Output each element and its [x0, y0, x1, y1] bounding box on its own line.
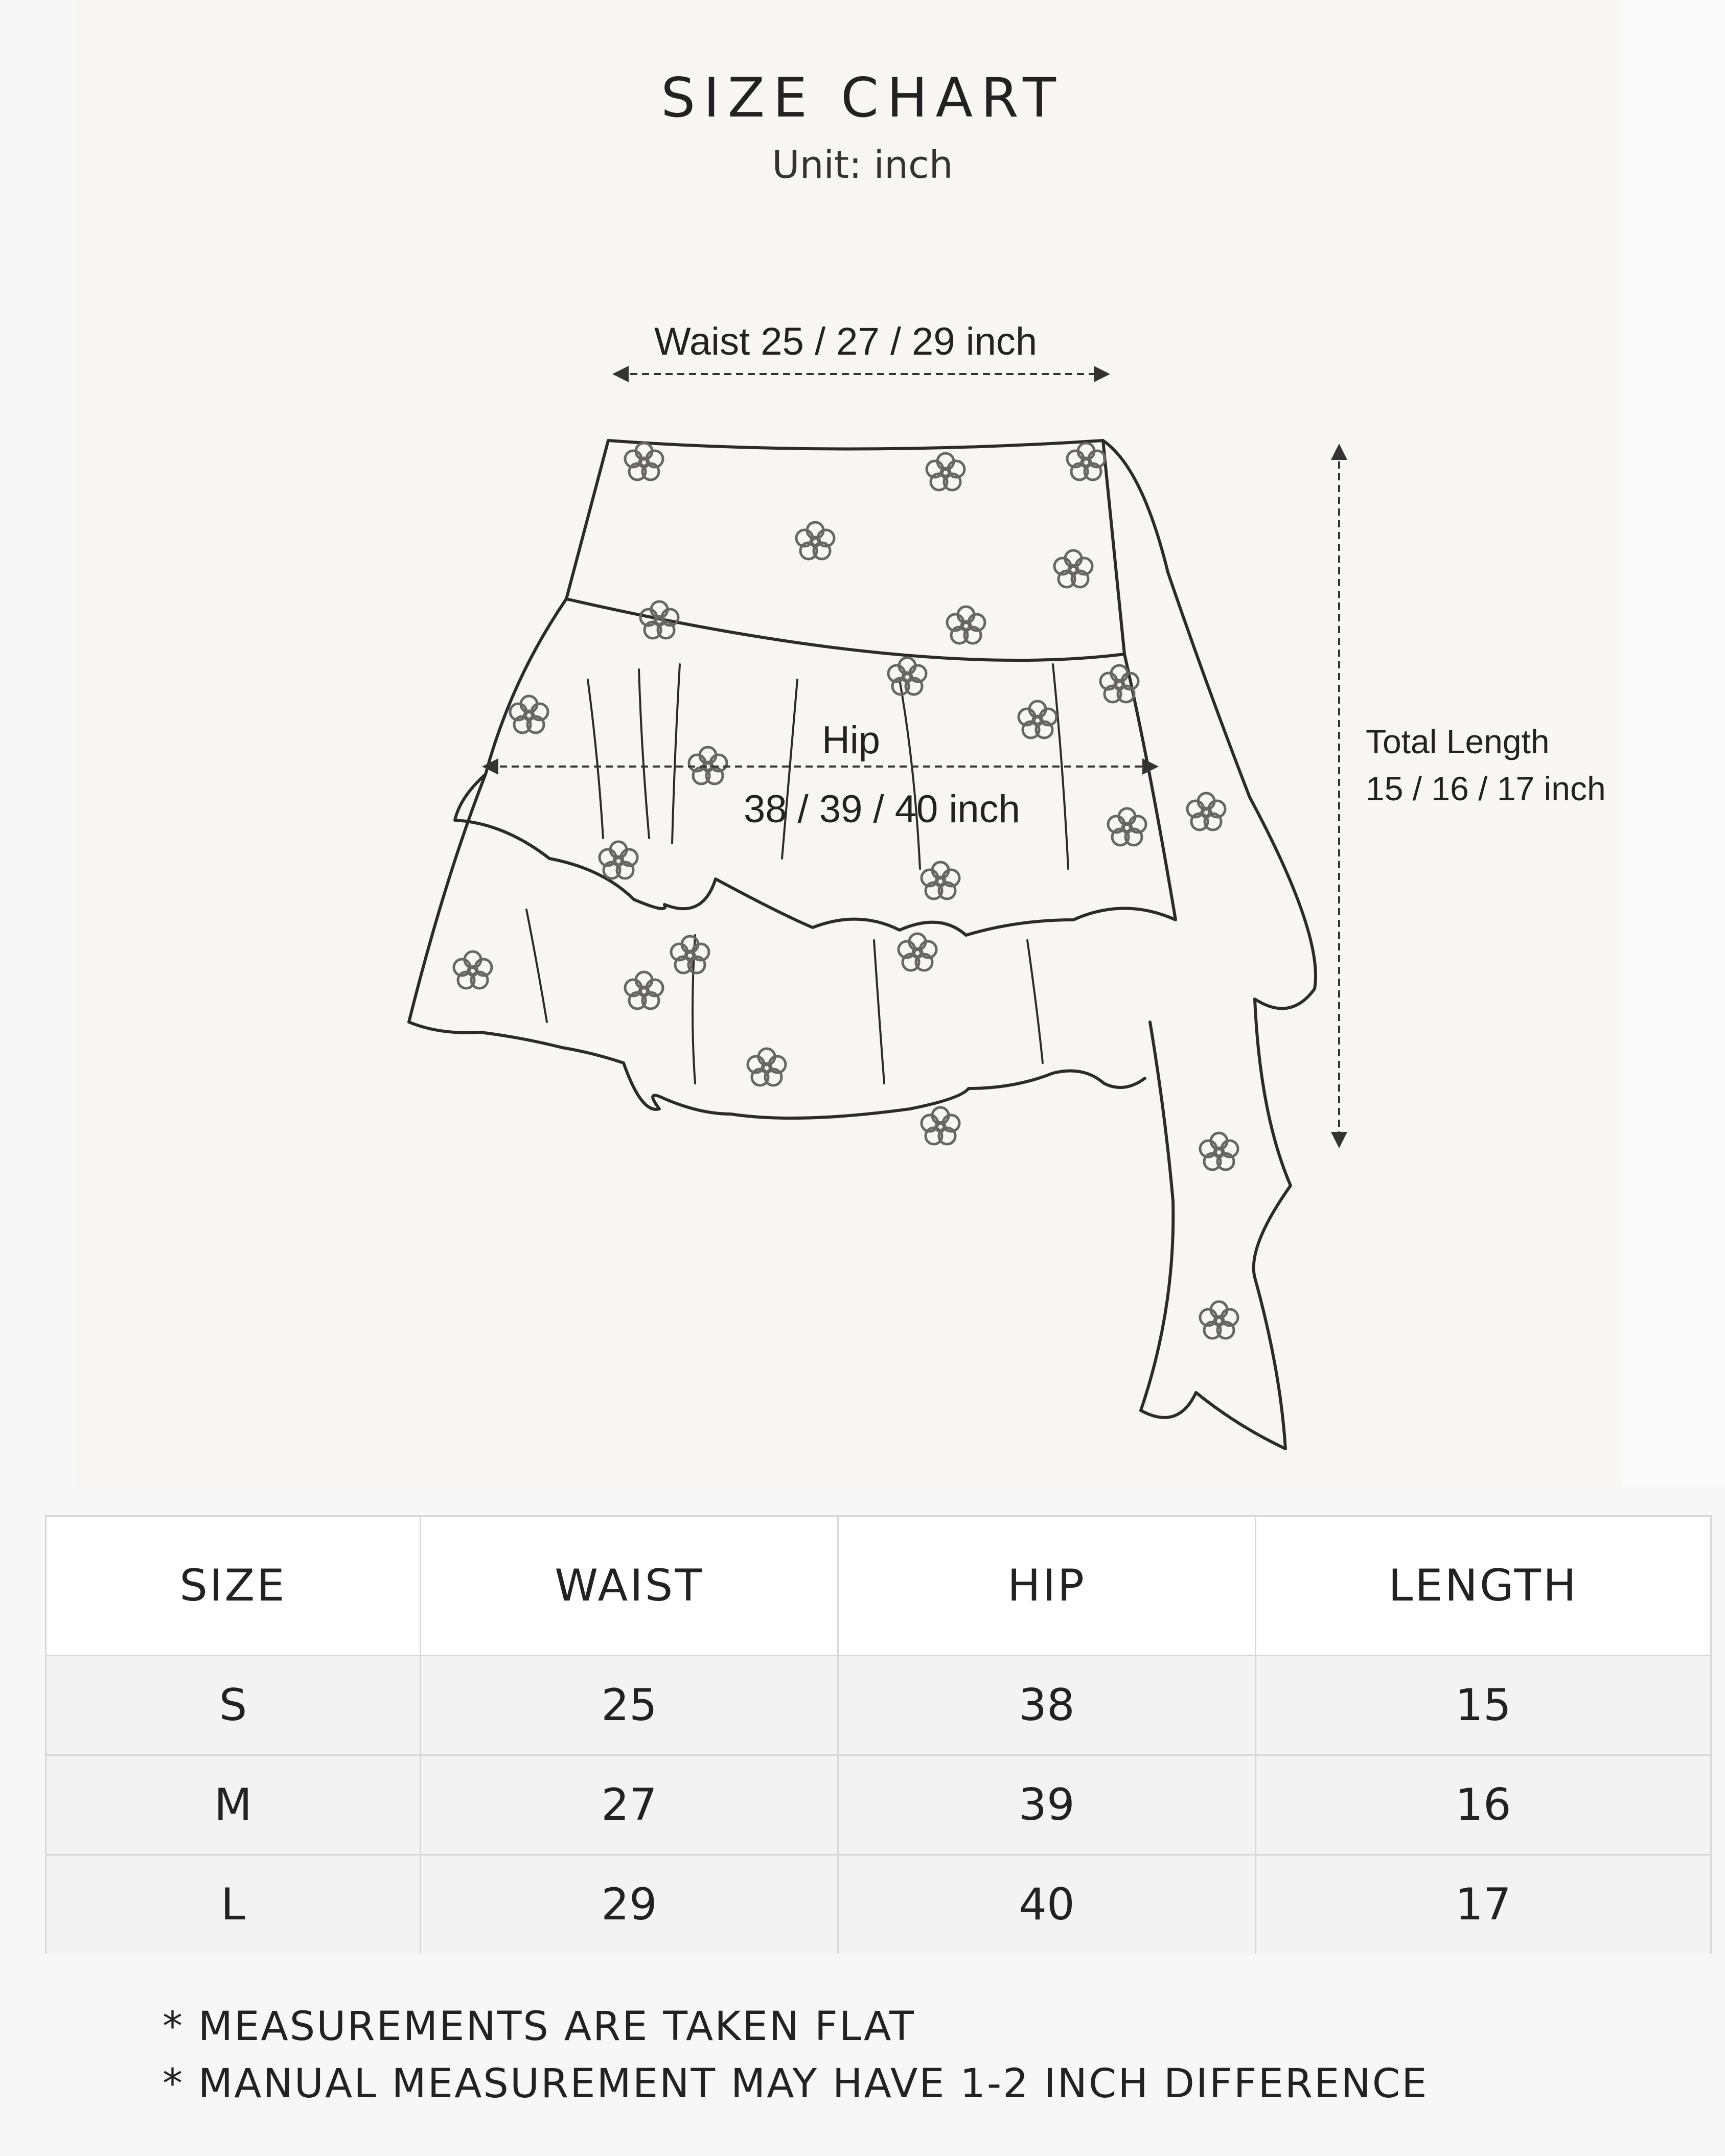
hip-values: 38 / 39 / 40 inch: [744, 787, 1020, 831]
note-difference: * MANUAL MEASUREMENT MAY HAVE 1-2 INCH DIFFERENCE: [163, 2061, 1429, 2107]
hip-label: Hip: [822, 718, 881, 762]
table-row: [46, 1755, 1711, 1855]
skirt-sash: [1103, 441, 1316, 1449]
measurement-notes: [163, 1998, 1429, 2113]
table-row: [46, 1855, 1711, 1954]
cell-hip: 38: [838, 1656, 1256, 1755]
size-table: [45, 1515, 1712, 1954]
cell-hip: 39: [838, 1755, 1256, 1855]
cell-waist: 25: [421, 1656, 838, 1755]
col-header-size: SIZE: [46, 1516, 421, 1656]
cell-hip: 40: [838, 1855, 1256, 1954]
cell-length: 16: [1256, 1755, 1711, 1855]
unit-label: Unit: inch: [772, 143, 953, 187]
cell-waist: 27: [421, 1755, 838, 1855]
table-row: [46, 1656, 1711, 1755]
length-values: 15 / 16 / 17 inch: [1366, 770, 1606, 807]
table-header-row: [46, 1516, 1711, 1656]
cell-size: L: [46, 1855, 421, 1954]
cell-length: 15: [1256, 1656, 1711, 1755]
col-header-length: LENGTH: [1256, 1516, 1711, 1656]
cell-length: 17: [1256, 1855, 1711, 1954]
page-title: SIZE CHART: [661, 66, 1064, 129]
col-header-waist: WAIST: [421, 1516, 838, 1656]
cell-size: S: [46, 1656, 421, 1755]
cell-size: M: [46, 1755, 421, 1855]
length-label: Total Length: [1366, 723, 1550, 760]
skirt-yoke: [566, 441, 1124, 660]
cell-waist: 29: [421, 1855, 838, 1954]
col-header-hip: HIP: [838, 1516, 1256, 1656]
note-flat: * MEASUREMENTS ARE TAKEN FLAT: [163, 2004, 915, 2050]
waist-label: Waist 25 / 27 / 29 inch: [654, 320, 1038, 363]
